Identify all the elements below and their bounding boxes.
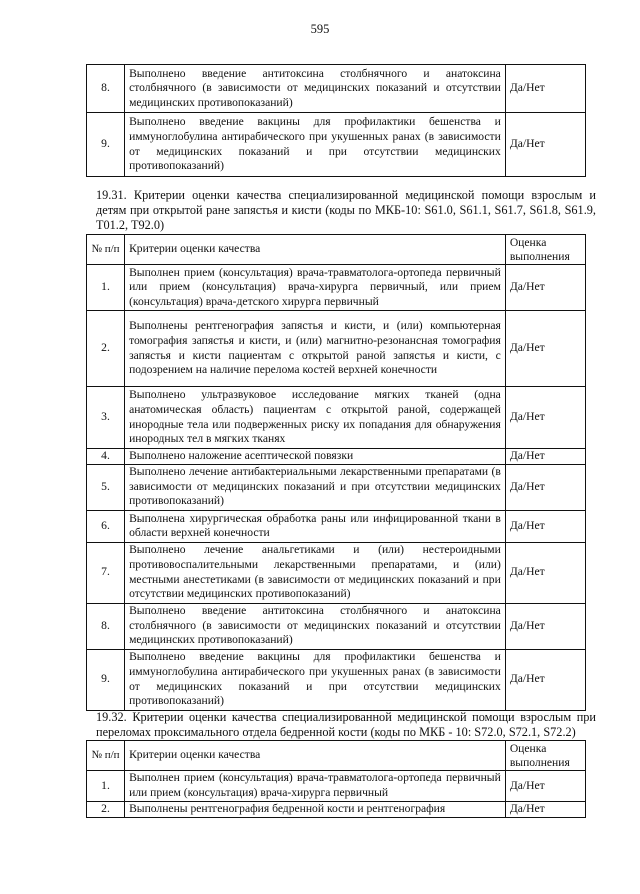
result-cell: Да/Нет (505, 510, 585, 542)
criterion-text: Выполнено введение вакцины для профилактики бешенства и иммуноглобулина антирабического при укушенных ранах (в зависимости от медицинских показаний и при отсутствии медицинских противопоказаний) (125, 113, 506, 177)
row-number: 4. (87, 449, 125, 465)
criterion-text: Выполнено введение вакцины для профилактики бешенства и иммуноглобулина антирабического при укушенных ранах (в зависимости от медицинских показаний и при отсутствии медицинских противопоказаний) (125, 649, 506, 710)
header-result: Оценка выполнения (505, 741, 585, 771)
table-row (87, 649, 586, 710)
table-row (87, 542, 586, 603)
criterion-text: Выполнено введение антитоксина столбнячного и анатоксина столбнячного (в зависимости от медицинских показаний и отсутствии медицинских противопоказаний) (125, 65, 506, 113)
criterion-text: Выполнена хирургическая обработка раны или инфицированной ткани в области верхней конечности (125, 510, 506, 542)
table-header-row (87, 741, 586, 771)
table-row (87, 65, 586, 113)
header-criteria: Критерии оценки качества (125, 235, 506, 265)
header-result: Оценка выполнения (505, 235, 585, 265)
row-number: 9. (87, 113, 125, 177)
table-row (87, 449, 586, 465)
header-number: № п/п (87, 741, 125, 771)
criterion-text: Выполнен прием (консультация) врача-травматолога-ортопеда первичный или прием (консультация) врача-хирурга первичный (125, 771, 506, 802)
criteria-table-19-31 (86, 234, 586, 711)
row-number: 8. (87, 65, 125, 113)
result-cell: Да/Нет (505, 387, 585, 449)
row-number: 9. (87, 649, 125, 710)
criterion-text: Выполнен прием (консультация) врача-травматолога-ортопеда первичный или прием (консультация) врача-хирурга первичный, или прием (консультация) врача-детского хирурга первичный (125, 265, 506, 311)
table-row (87, 113, 586, 177)
criteria-table-continued (86, 64, 586, 177)
page-number: 595 (310, 22, 330, 36)
criterion-text: Выполнено лечение анальгетиками и (или) нестероидными противовоспалительными лекарственными препаратами, и (или) местными анестетиками (в зависимости от медицинских показаний и при отсутствии медицинских противопоказаний) (125, 542, 506, 603)
table-row (87, 387, 586, 449)
criterion-text: Выполнены рентгенография запястья и кисти, и (или) компьютерная томография запястья и кисти, и (или) магнитно-резонансная томография запястья и кисти пациентам с открытой раной запястья и кисти, с подозрением на наличие перелома костей верхней конечности (125, 311, 506, 387)
result-cell: Да/Нет (505, 113, 585, 177)
row-number: 1. (87, 771, 125, 802)
result-cell: Да/Нет (505, 449, 585, 465)
row-number: 2. (87, 311, 125, 387)
table-row (87, 603, 586, 649)
table-row (87, 802, 586, 818)
result-cell: Да/Нет (505, 311, 585, 387)
criterion-text: Выполнено введение антитоксина столбнячного и анатоксина столбнячного (в зависимости от медицинских показаний и отсутствии медицинских противопоказаний) (125, 603, 506, 649)
result-cell: Да/Нет (505, 771, 585, 802)
row-number: 3. (87, 387, 125, 449)
section-title-19-31: 19.31. Критерии оценки качества специализированной медицинской помощи взрослым и детям при открытой ране запястья и кисти (коды по МКБ-10: S61.0, S61.1, S61.7, S61.8, S61.9, T01.2, T92.0) (96, 188, 596, 232)
result-cell: Да/Нет (505, 649, 585, 710)
criterion-text: Выполнено ультразвуковое исследование мягких тканей (одна анатомическая область) пациентам с открытой раной, содержащей инородные тела или подверженных риску их попадания для обнаружения инородных тел в мягких тканях (125, 387, 506, 449)
result-cell: Да/Нет (505, 802, 585, 818)
table-row (87, 311, 586, 387)
section-title-19-32: 19.32. Критерии оценки качества специализированной медицинской помощи взрослым при переломах проксимального отдела бедренной кости (коды по МКБ - 10: S72.0, S72.1, S72.2) (96, 710, 596, 739)
table-row (87, 771, 586, 802)
criterion-text: Выполнено наложение асептической повязки (125, 449, 506, 465)
result-cell: Да/Нет (505, 542, 585, 603)
result-cell: Да/Нет (505, 464, 585, 510)
row-number: 6. (87, 510, 125, 542)
table-row (87, 265, 586, 311)
criterion-text: Выполнены рентгенография бедренной кости и рентгенография (125, 802, 506, 818)
criteria-table-19-32 (86, 740, 586, 818)
table-row (87, 510, 586, 542)
row-number: 8. (87, 603, 125, 649)
table-header-row (87, 235, 586, 265)
criterion-text: Выполнено лечение антибактериальными лекарственными препаратами (в зависимости от медицинских показаний и при отсутствии медицинских противопоказаний) (125, 464, 506, 510)
header-criteria: Критерии оценки качества (125, 741, 506, 771)
row-number: 2. (87, 802, 125, 818)
row-number: 1. (87, 265, 125, 311)
result-cell: Да/Нет (505, 65, 585, 113)
header-number: № п/п (87, 235, 125, 265)
result-cell: Да/Нет (505, 265, 585, 311)
table-row (87, 464, 586, 510)
result-cell: Да/Нет (505, 603, 585, 649)
row-number: 7. (87, 542, 125, 603)
row-number: 5. (87, 464, 125, 510)
